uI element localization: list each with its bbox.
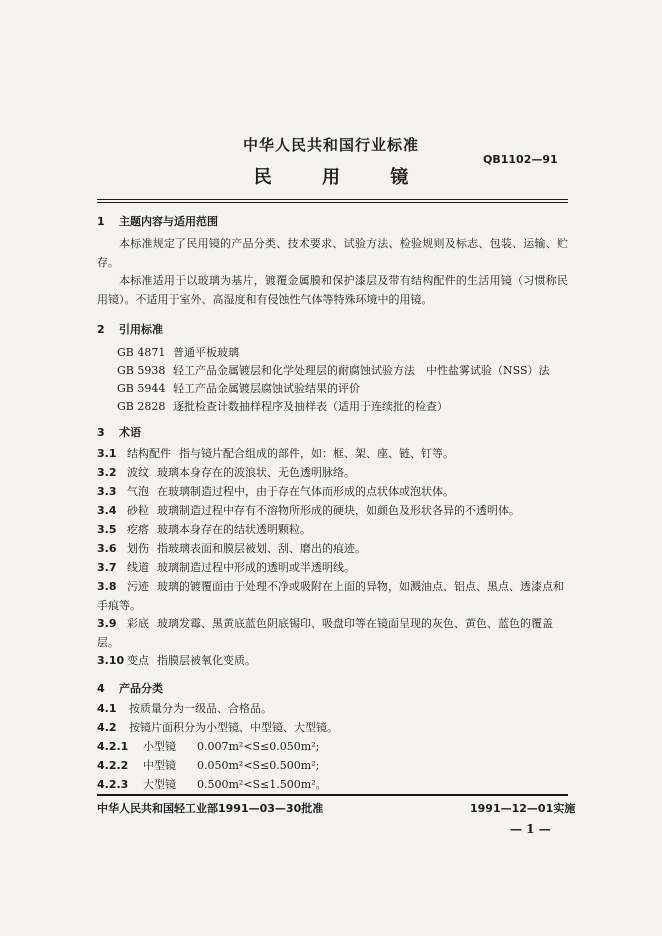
clause-number: 4.2.2 — [97, 759, 129, 772]
section-title: 引用标准 — [119, 323, 163, 336]
reference-item — [117, 344, 239, 360]
clause-number: 4.2 — [97, 721, 117, 734]
term-definition: 指与镜片配合组成的部件，如：框、架、座、链、钉等。 — [179, 447, 454, 460]
size-class-item — [97, 738, 319, 754]
reference-code: GB 4871 — [117, 346, 166, 359]
clause-number: 4.1 — [97, 702, 117, 715]
term-definition: 在玻璃制造过程中，由于存在气体而形成的点状体或泡状体。 — [157, 485, 454, 498]
section-title: 术语 — [119, 426, 141, 439]
term-definition: 玻璃本身存在的波浪状、无色透明脉络。 — [157, 466, 355, 479]
section-2-heading — [97, 321, 163, 337]
term-item — [97, 444, 568, 463]
size-class-range: 0.500m²<S≤1.500m²。 — [197, 778, 327, 791]
term-item — [97, 539, 568, 558]
term-number: 3.7 — [97, 561, 117, 574]
clause-text: 按镜片面积分为小型镜、中型镜、大型镜。 — [129, 721, 338, 734]
reference-code: GB 2828 — [117, 400, 166, 413]
section-title: 主题内容与适用范围 — [119, 215, 218, 228]
term-item — [97, 501, 568, 520]
term-item — [97, 463, 568, 482]
term-name: 污迹 — [127, 580, 149, 593]
term-number: 3.10 — [97, 654, 125, 667]
term-item — [97, 651, 568, 670]
size-class-item — [97, 776, 327, 792]
section-title: 产品分类 — [119, 682, 163, 695]
standard-category: 中华人民共和国行业标准 — [242, 136, 419, 154]
term-name: 波纹 — [127, 466, 149, 479]
term-name: 彩底 — [127, 617, 149, 630]
section-1-paragraph-2: 本标准适用于以玻璃为基片，镀覆金属膜和保护漆层及带有结构配件的生活用镜（习惯称民用镜）。不适用于室外、高湿度和有侵蚀性气体等特殊环境中的用镜。 — [97, 274, 568, 306]
reference-item — [117, 380, 360, 396]
term-item — [97, 520, 568, 539]
class-item — [97, 700, 272, 716]
section-4-heading — [97, 680, 163, 696]
term-number: 3.4 — [97, 504, 117, 517]
term-item — [97, 577, 568, 615]
term-number: 3.6 — [97, 542, 117, 555]
approval-line: 中华人民共和国轻工业部1991—03—30批准 — [97, 802, 324, 815]
term-item — [97, 614, 568, 652]
term-definition: 玻璃制造过程中形成的透明或半透明线。 — [157, 561, 355, 574]
document-title: 民 用 镜 — [253, 167, 431, 188]
term-name: 气泡 — [127, 485, 149, 498]
term-name: 砂粒 — [127, 504, 149, 517]
footer-rule — [97, 794, 568, 796]
term-definition: 玻璃制造过程中存有不溶物所形成的硬块，如颜色及形状各异的不透明体。 — [157, 504, 520, 517]
reference-title: 轻工产品金属镀层和化学处理层的耐腐蚀试验方法 中性盐雾试验（NSS）法 — [173, 364, 550, 377]
section-1-heading — [97, 213, 218, 229]
term-definition: 指膜层被氧化变质。 — [157, 654, 256, 667]
reference-code: GB 5944 — [117, 382, 166, 395]
clause-text: 按质量分为一级品、合格品。 — [129, 702, 272, 715]
section-number: 3 — [97, 426, 105, 439]
header-rule-bottom — [97, 202, 568, 203]
size-class-range: 0.007m²<S≤0.050m²; — [197, 740, 320, 753]
term-definition: 玻璃发霉、黑黄底蓝色阴底锡印、吸盘印等在镜面呈现的灰色、黄色、蓝色的覆盖层。 — [97, 617, 553, 649]
term-number: 3.5 — [97, 523, 117, 536]
effective-date: 1991—12—01实施 — [470, 802, 576, 815]
reference-title: 轻工产品金属镀层腐蚀试验结果的评价 — [173, 382, 360, 395]
clause-number: 4.2.1 — [97, 740, 129, 753]
standard-number: QB1102—91 — [483, 153, 558, 166]
size-class-label: 大型镜 — [143, 778, 176, 791]
section-3-heading — [97, 424, 141, 440]
size-class-label: 小型镜 — [143, 740, 176, 753]
term-item — [97, 482, 568, 501]
term-number: 3.9 — [97, 617, 117, 630]
size-class-range: 0.050m²<S≤0.500m²; — [197, 759, 320, 772]
header-rule-top — [97, 199, 568, 200]
section-number: 4 — [97, 682, 105, 695]
term-definition: 指玻璃表面和膜层被划、刮、磨出的痕迹。 — [157, 542, 366, 555]
term-number: 3.2 — [97, 466, 117, 479]
class-item — [97, 719, 338, 735]
term-name: 划伤 — [127, 542, 149, 555]
size-class-item — [97, 757, 319, 773]
term-item — [97, 558, 568, 577]
section-number: 1 — [97, 215, 105, 228]
reference-title: 普通平板玻璃 — [173, 346, 239, 359]
term-name: 结构配件 — [127, 447, 171, 460]
reference-item — [117, 398, 448, 414]
reference-item — [117, 362, 550, 378]
term-number: 3.1 — [97, 447, 117, 460]
term-definition: 玻璃的镀覆面由于处理不净或吸附在上面的异物，如溅油点、铝点、黑点、透漆点和手痕等。 — [97, 580, 564, 612]
term-number: 3.3 — [97, 485, 117, 498]
reference-title: 逐批检查计数抽样程序及抽样表（适用于连续批的检查） — [173, 400, 448, 413]
term-number: 3.8 — [97, 580, 117, 593]
term-name: 线道 — [127, 561, 149, 574]
reference-code: GB 5938 — [117, 364, 166, 377]
clause-number: 4.2.3 — [97, 778, 129, 791]
term-name: 变点 — [127, 654, 149, 667]
size-class-label: 中型镜 — [143, 759, 176, 772]
section-number: 2 — [97, 323, 105, 336]
term-name: 疙瘩 — [127, 523, 149, 536]
section-1-paragraph-1: 本标准规定了民用镜的产品分类、技术要求、试验方法、检验规则及标志、包装、运输、贮存。 — [97, 237, 568, 269]
page-number: — 1 — — [510, 822, 551, 836]
term-definition: 玻璃本身存在的结状透明颗粒。 — [157, 523, 311, 536]
